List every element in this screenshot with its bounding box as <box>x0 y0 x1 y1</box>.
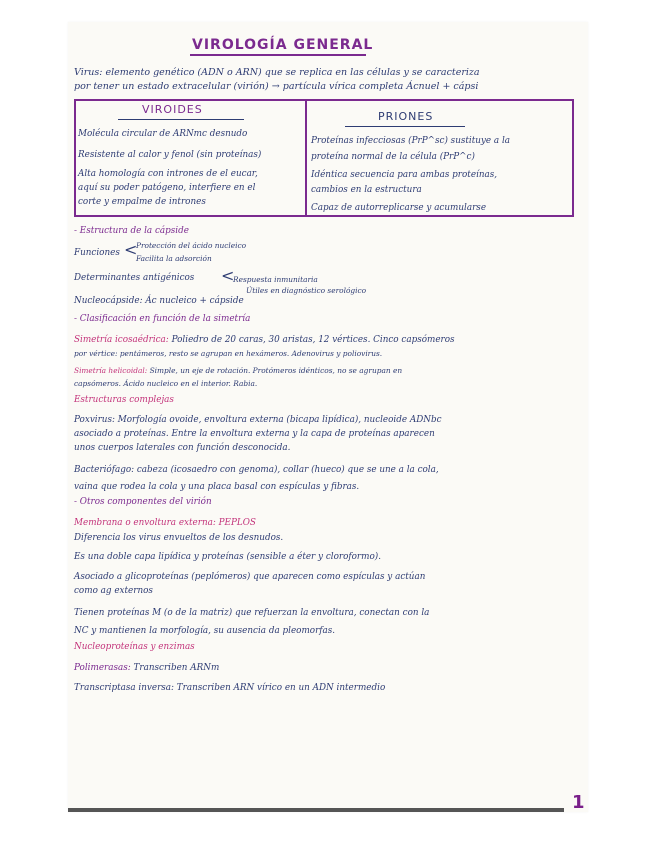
reverse-transcriptase-label: Transcriptasa inversa: <box>74 683 174 693</box>
priones-line: Capaz de autorreplicarse y acumularse <box>311 203 487 213</box>
helical-label: Simetría helicoidal: <box>74 366 148 375</box>
membrane-label: Membrana o envoltura externa: PEPLOS <box>74 518 256 528</box>
priones-line: Proteínas infecciosas (PrP^sc) sustituye a la <box>311 136 510 146</box>
functions-brace: < <box>124 240 138 259</box>
viroides-line: corte y empalme de intrones <box>78 197 206 207</box>
viroides-line: Resistente al calor y fenol (sin proteínas) <box>78 150 262 160</box>
viroides-line: aquí su poder patógeno, interfiere en el <box>78 183 256 193</box>
reverse-transcriptase-text: Transcriben ARN vírico en un ADN intermedio <box>174 683 386 693</box>
polymerases-line <box>74 664 219 673</box>
membrane-line: Es una doble capa lipídica y proteínas (sensible a éter y cloroformo). <box>74 552 381 562</box>
antigenic-item: Respuesta inmunitaria <box>233 275 318 284</box>
viroides-line: Molécula circular de ARNmc desnudo <box>78 129 248 139</box>
table-divider <box>305 99 307 217</box>
intro-line-2: por tener un estado extracelular (virión) → partícula vírica completa Ácnuel + cápsi <box>74 81 479 92</box>
other-components-heading: - Otros componentes del virión <box>74 497 212 507</box>
functions-item: Protección del ácido nucleico <box>136 241 247 250</box>
page-bottom-rule <box>68 808 564 812</box>
viroides-header-underline <box>118 119 244 120</box>
priones-line: cambios en la estructura <box>311 185 422 195</box>
capsid-heading: - Estructura de la cápside <box>74 226 189 236</box>
membrane-line: NC y mantienen la morfología, su ausencia da pleomorfas. <box>74 626 336 636</box>
antigenic-item: Útiles en diagnóstico serológico <box>246 286 367 295</box>
bacteriophage-line-2: vaina que rodea la cola y una placa basal con espículas y fibras. <box>74 482 360 492</box>
intro-line-1: Virus: elemento genético (ADN o ARN) que se replica en las células y se caracteriza <box>74 67 480 78</box>
viroides-header: VIROIDES <box>142 103 203 116</box>
functions-item: Facilita la adsorción <box>136 254 212 263</box>
priones-line: proteína normal de la célula (PrP^c) <box>311 152 475 162</box>
polymerases-label: Polimerasas: <box>74 663 131 673</box>
viroides-line: Alta homología con intrones de el eucar, <box>78 169 258 179</box>
poxvirus-line-2: asociado a proteínas. Entre la envoltura externa y la capa de proteínas aparecen <box>74 429 435 439</box>
priones-header: PRIONES <box>378 110 434 123</box>
icosahedral-line-2: por vértice: pentámeros, resto se agrupan en hexámeros. Adenovirus y poliovirus. <box>74 349 383 358</box>
page-number: 1 <box>572 792 585 813</box>
bacteriophage-line-1: Bacteriófago: cabeza (icosaedro con genoma), collar (hueco) que se une a la cola, <box>74 465 439 475</box>
title-underline <box>190 54 366 56</box>
membrane-line: Asociado a glicoproteínas (peplómeros) que aparecen como espículas y actúan <box>74 572 426 582</box>
icosahedral-label: Simetría icosaédrica: <box>74 335 169 345</box>
antigenic-label: Determinantes antigénicos <box>74 273 195 283</box>
helical-line-1 <box>74 367 402 374</box>
functions-label: Funciones <box>74 248 120 258</box>
priones-line: Idéntica secuencia para ambas proteínas, <box>311 170 498 180</box>
reverse-transcriptase-line <box>74 684 385 693</box>
membrane-line: Tienen proteínas M (o de la matriz) que refuerzan la envoltura, conectan con la <box>74 608 430 618</box>
polymerases-text: Transcriben ARNm <box>130 663 220 673</box>
helical-text: Simple, un eje de rotación. Protómeros idénticos, no se agrupan en <box>147 366 403 375</box>
poxvirus-line-3: unos cuerpos laterales con función desconocida. <box>74 443 291 453</box>
complex-structures-label: Estructuras complejas <box>74 395 174 405</box>
antigenic-brace: < <box>221 266 235 285</box>
enzymes-heading: Nucleoproteínas y enzimas <box>74 642 195 652</box>
membrane-line: Diferencia los virus envueltos de los desnudos. <box>74 533 284 543</box>
membrane-line: como ag externos <box>74 586 153 596</box>
poxvirus-line-1: Poxvirus: Morfología ovoide, envoltura externa (bicapa lipídica), nucleoide ADNbc <box>74 415 442 425</box>
page-title: VIROLOGÍA GENERAL <box>192 37 374 53</box>
nucleocapsid-line: Nucleocápside: Ác nucleico + cápside <box>74 296 244 306</box>
helical-line-2: capsómeros. Ácido nucleico en el interior. Rabia. <box>74 379 258 388</box>
symmetry-heading: - Clasificación en función de la simetría <box>74 314 251 324</box>
priones-header-underline <box>345 126 465 127</box>
icosahedral-text: Poliedro de 20 caras, 30 aristas, 12 vértices. Cinco capsómeros <box>168 335 455 345</box>
icosahedral-line-1 <box>74 336 455 345</box>
